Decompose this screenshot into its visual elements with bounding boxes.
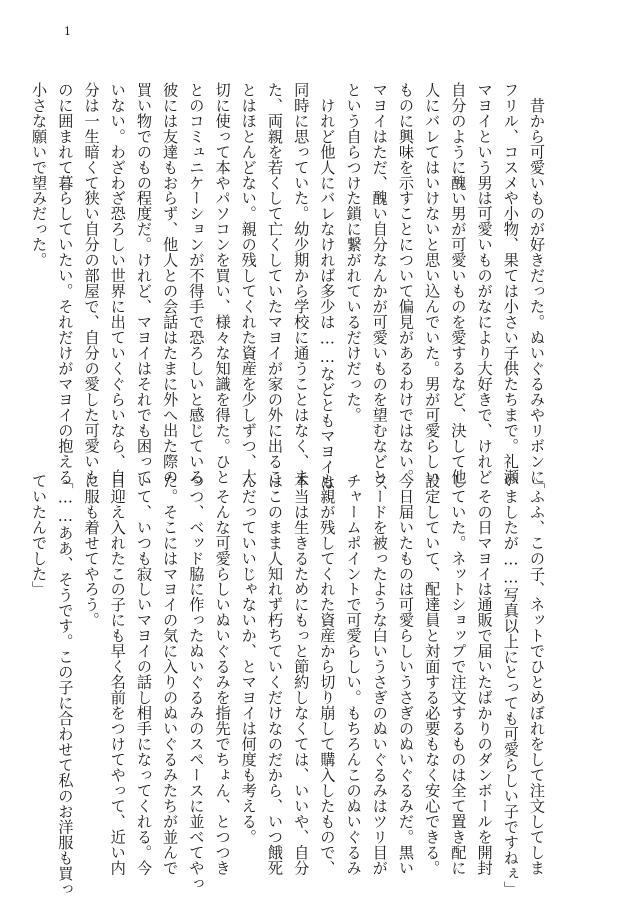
- text-line: そんな可愛らしいぬいぐるみを指先でちょん、とつつき: [213, 473, 232, 876]
- text-line: 自分のように醜い男が可愛いものを愛するなど、決して他: [449, 82, 468, 485]
- text-line: はこのまま人知れず朽ちていくだけなのだから、いつ餓死: [265, 473, 284, 876]
- text-block-bottom: [30, 473, 550, 897]
- text-line: とはほとんどない。親の残してくれた資産を少しずつ、大: [239, 82, 258, 485]
- text-line: 人にバレてはいけないと思い込んでいた。男が可愛らしい: [423, 82, 442, 485]
- text-line: フリル、コスメや小物、果ては小さい子供たちまで。礼瀬: [501, 82, 520, 485]
- text-line: いて、いつも寂しいマヨイの話し相手になってくれる。今: [134, 473, 153, 876]
- text-line: 昔から可愛いものが好きだった。ぬいぐるみやリボンに: [528, 82, 546, 485]
- text-block-top: [30, 82, 550, 500]
- text-line: 「ふふ、この子、ネットでひとめぼれをして注文してしま: [528, 473, 546, 876]
- text-line: つつ、ベッド脇に作ったぬいぐるみのスペースに並べてやっ: [187, 473, 206, 891]
- text-line: んだっていいじゃないか、とマヨイは何度も考える。: [239, 473, 258, 845]
- text-line: 分は一生暗くて狭い自分の部屋で、自分の愛した可愛いも: [82, 82, 101, 485]
- text-line: た、両親を若くして亡くしていたマヨイが家の外に出るこ: [265, 82, 284, 485]
- text-line: 本当は生きるためにもっと節約しなくては、いいや、自分: [292, 473, 311, 876]
- text-line: いない。わざわざ恐ろしい世界に出ていくぐらいなら、自: [108, 82, 127, 485]
- text-line: マヨイはただ、醜い自分なんかが可愛いものを望むなどと、: [370, 82, 389, 500]
- text-line: 同時に思っていた。幼少期から学校に通うことはなく、ま: [292, 82, 311, 485]
- text-line: 彼には友達もおらず、他人との会話はたまに外へ出た際の: [161, 82, 180, 485]
- text-line: いましたが……写真以上にとっても可愛らしい子ですねぇ」: [501, 473, 520, 897]
- text-line: チャームポイントで可愛らしい。もちろんこのぬいぐるみ: [344, 473, 363, 876]
- text-line: ていたんでした」: [30, 473, 49, 597]
- text-line: けれど他人にバレなければ多少は……などともマヨイは: [318, 82, 337, 491]
- text-line: 買い物でのもの程度だ。けれど、マヨイはそれでも困って: [134, 82, 153, 485]
- text-line: とのコミュニケーションが不得手で恐ろしいと感じている: [187, 82, 206, 485]
- text-line: のに囲まれて暮らしていたい。それだけがマヨイの抱える: [56, 82, 75, 485]
- text-line: ものに興味を示すことについて偏見があるわけではない。: [396, 82, 415, 485]
- text-line: フードを被ったような白いうさぎのぬいぐるみはツリ目が: [370, 473, 389, 876]
- text-line: という自らつけた鎖に繋がれているだけだった。: [344, 82, 363, 423]
- text-line: 「……ああ、そうです。この子に合わせて私のお洋服も買っ: [56, 473, 75, 897]
- text-line: していた。ネットショップで注文するものは全て置き配に: [449, 473, 468, 876]
- text-line: 今日届いたものは可愛らしいうさぎのぬいぐるみだ。黒い: [396, 473, 415, 876]
- text-line: た。そこにはマヨイの気に入りのぬいぐるみたちが並んで: [161, 473, 180, 876]
- text-line: 設定していて、配達員と対面する必要もなく安心できる。: [423, 473, 442, 876]
- text-line: 日迎え入れたこの子にも早く名前をつけてやって、近い内: [108, 473, 127, 876]
- text-line: その日マヨイは通販で届いたばかりのダンボールを開封: [475, 473, 494, 876]
- text-line: も親が残してくれた資産から切り崩して購入したもので、: [318, 473, 337, 876]
- text-line: マヨイという男は可愛いものがなにより大好きで、けれど: [475, 82, 494, 485]
- text-line: 切に使って本やパソコンを買い、様々な知識を得た。ひと: [213, 82, 232, 485]
- page-number: 1: [64, 25, 71, 38]
- text-line: に服も着せてやろう。: [82, 473, 101, 628]
- text-line: 小さな願いで望みだった。: [30, 82, 49, 268]
